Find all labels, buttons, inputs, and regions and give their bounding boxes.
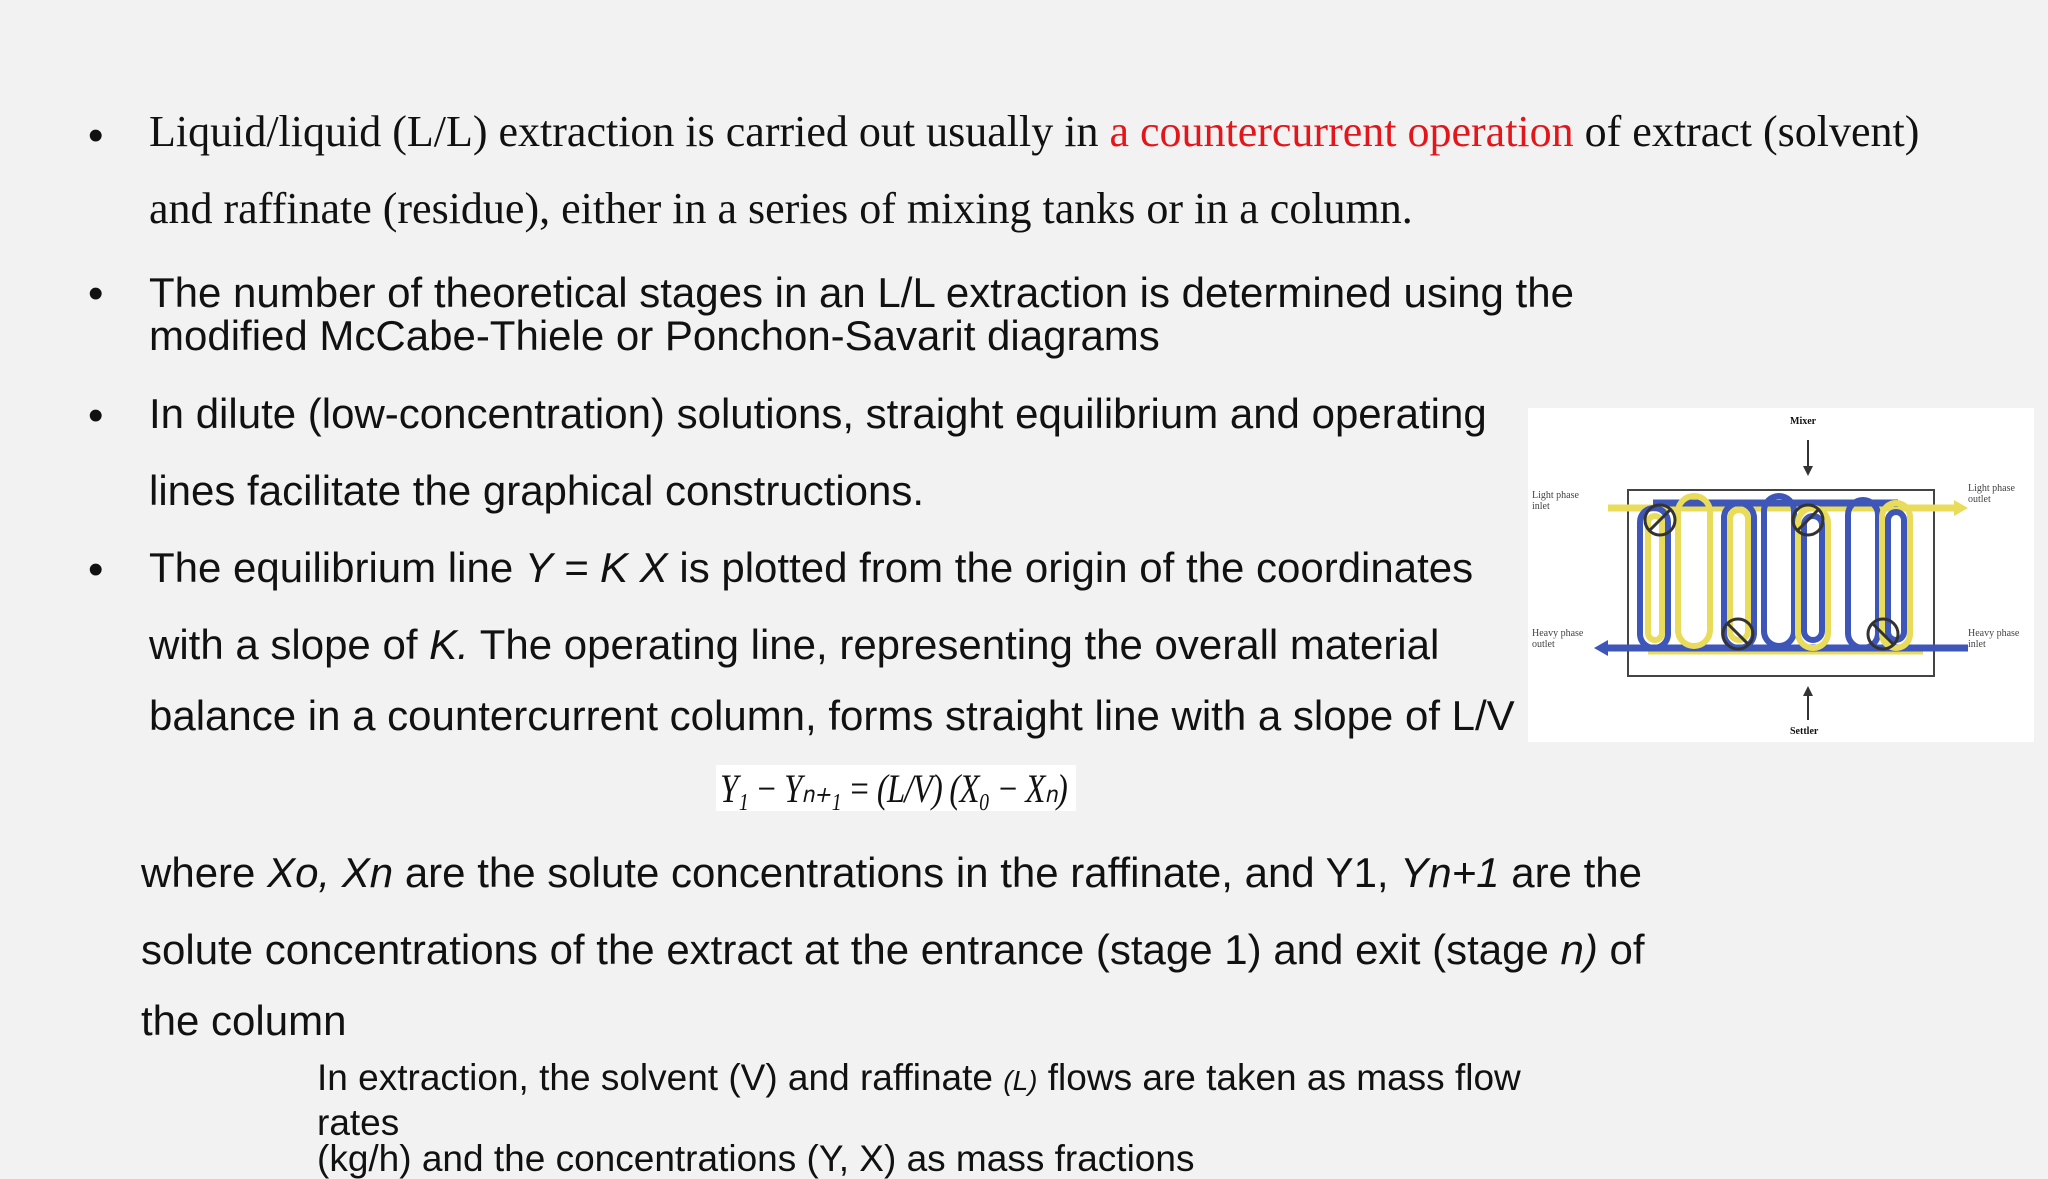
where-text-g: of	[1597, 926, 1645, 973]
bullet-1-highlight: a countercurrent operation	[1109, 107, 1574, 156]
note-line-2: rates	[317, 1102, 400, 1143]
note-line-3: (kg/h) and the concentrations (Y, X) as mass fractions	[317, 1138, 1195, 1179]
light-phase-outlet-label: Light phase outlet	[1968, 483, 2015, 505]
note-text-a: In extraction, the solvent (V) and raffinate	[317, 1057, 1004, 1098]
bullet-1-line-2: and raffinate (residue), either in a series of mixing tanks or in a column.	[149, 184, 1413, 233]
heavy-phase-inlet-label: Heavy phase inlet	[1968, 628, 2020, 650]
where-line-3: the column	[141, 997, 347, 1044]
note-l: (L)	[1003, 1065, 1038, 1096]
bullet-3-line-1: In dilute (low-concentration) solutions, straight equilibrium and operating	[149, 390, 1487, 437]
heavy-phase-outlet-label: Heavy phase outlet	[1532, 628, 1584, 650]
bullet-1-text-a: Liquid/liquid (L/L) extraction is carried out usually in	[149, 107, 1110, 156]
bullet-marker: •	[88, 391, 104, 440]
where-text-f: solute concentrations of the extract at the entrance (stage 1) and exit (stage	[141, 926, 1561, 973]
bullet-4-text-d: The operating line, representing the overall material	[468, 621, 1440, 668]
mixer-settler-diagram	[1528, 408, 2034, 742]
where-yn1: Yn+1	[1400, 849, 1500, 896]
where-text-e: are the	[1499, 849, 1642, 896]
note-text-c: flows are taken as mass flow	[1037, 1057, 1521, 1098]
note-line-1	[317, 1059, 1521, 1096]
bullet-4-equation: Y = K X	[524, 544, 668, 591]
bullet-3-line-2: lines facilitate the graphical constructions.	[149, 467, 925, 514]
light-phase-inlet-label: Light phase inlet	[1532, 490, 1579, 512]
settler-label: Settler	[1790, 726, 1819, 737]
equation-text: Y₁ − Yₙ₊₁ = (L/V) (X₀ − Xₙ)	[720, 766, 1067, 811]
bullet-4-text-a: The equilibrium line	[149, 544, 525, 591]
where-text-c: are the solute concentrations in the raffinate, and Y1,	[393, 849, 1401, 896]
bullet-2-line-2: modified McCabe-Thiele or Ponchon-Savarit diagrams	[149, 312, 1160, 359]
bullet-4-text-b: is plotted from the origin of the coordinates	[667, 544, 1474, 591]
bullet-4-k: K.	[429, 621, 469, 668]
bullet-4-line-1	[149, 544, 1474, 591]
where-line-2	[141, 926, 1645, 973]
bullet-2-line-1: The number of theoretical stages in an L/L extraction is determined using the	[149, 269, 1574, 316]
operating-line-equation	[716, 765, 1076, 811]
where-xo-xn: Xo, Xn	[267, 849, 394, 896]
where-n: n)	[1560, 926, 1598, 973]
bullet-1-text-b: of extract (solvent)	[1573, 107, 1920, 156]
bullet-1-line-1	[149, 107, 1920, 156]
bullet-4-line-3: balance in a countercurrent column, forms straight line with a slope of L/V	[149, 692, 1515, 739]
where-text-a: where	[141, 849, 268, 896]
where-line-1	[141, 849, 1642, 896]
bullet-4-text-c: with a slope of	[149, 621, 430, 668]
bullet-marker: •	[88, 545, 104, 594]
bullet-4-line-2	[149, 621, 1440, 668]
mixer-label: Mixer	[1790, 416, 1817, 427]
bullet-marker: •	[88, 111, 104, 160]
bullet-marker: •	[88, 269, 104, 318]
